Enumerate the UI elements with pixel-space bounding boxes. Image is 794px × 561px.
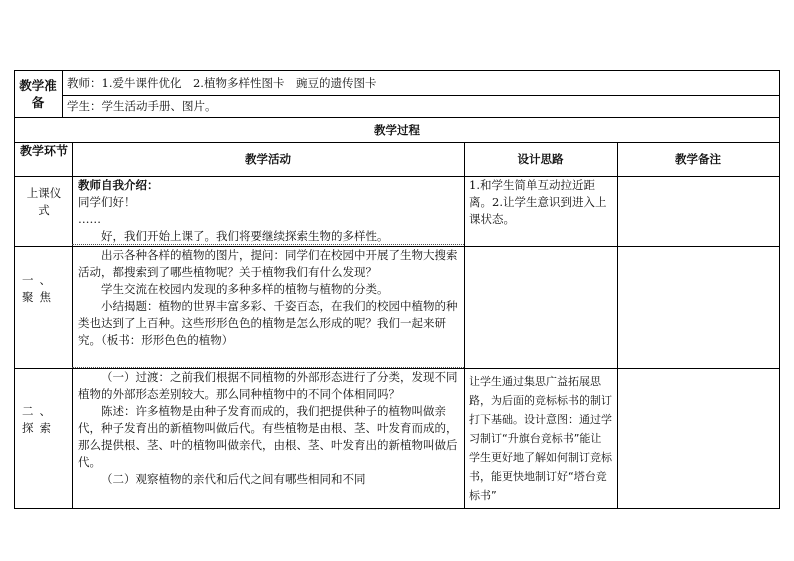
activity-cell — [78, 247, 460, 349]
prep-student: 学生：学生活动手册、图片。 — [67, 99, 217, 113]
header-activity: 教学活动 — [245, 152, 291, 166]
activity-line: …… — [78, 212, 101, 226]
rule-prep-label — [62, 70, 63, 118]
process-title: 教学过程 — [374, 123, 420, 137]
rule-col-stage — [72, 142, 73, 509]
activity-line: （二）观察植物的亲代和后代之间有哪些相同和不同 — [101, 472, 366, 486]
rule-prep-bottom — [14, 117, 780, 118]
rule-col-activity — [464, 142, 465, 509]
header-design: 设计思路 — [517, 152, 564, 166]
dotted-separator — [72, 367, 464, 368]
activity-line: 好，我们开始上课了。我们将要继续探索生物的多样性。 — [101, 229, 389, 243]
header-notes: 教学备注 — [675, 152, 721, 166]
activity-line: 出示各种各样的植物的图片，提问：同学们在校园中开展了生物大搜索活动，都搜索到了哪些植物呢？关于植物我们有什么发现？ — [78, 248, 458, 279]
prep-teacher: 教师：1.爱牛课件优化 2.植物多样性图卡 豌豆的遗传图卡 — [67, 76, 377, 90]
header-stage: 教学环节 — [20, 144, 69, 158]
design-cell: 让学生通过集思广益拓展思路，为后面的竞标标书的制订打下基础。设计意图：通过学习制订“升旗台竞标书”能让学生更好地了解如何制订竞标书，能更快地制订好“塔台竞标书” — [469, 375, 612, 502]
stage-label: 二、探索 — [22, 404, 57, 435]
stage-label: 一、聚焦 — [22, 273, 57, 304]
stage-label: 上课仪式 — [26, 186, 62, 217]
activity-line: （一）过渡：之前我们根据不同植物的外部形态进行了分类，发现不同植物的外部形态差别较大。那么同种植物中的不同个体相同吗？ — [78, 370, 458, 401]
activity-cell — [78, 369, 460, 488]
design-cell: 1.和学生简单互动拉近距离。2.让学生意识到进入上课状态。 — [469, 178, 607, 226]
activity-line: 陈述：许多植物是由种子发育而成的，我们把提供种子的植物叫做亲代，种子发育出的新植物叫做后代。有些植物是由根、茎、叶发育而成的，那么提供根、茎、叶的植物叫做亲代，由根、茎、叶发育出的新植物叫做后代。 — [78, 404, 458, 469]
rule-prep-mid — [62, 95, 780, 96]
activity-line: 小结揭题：植物的世界丰富多彩、千姿百态，在我们的校园中植物的种类也达到了上百种。这些形形色色的植物是怎么形成的呢？我们一起来研究。（板书：形形色色的植物） — [78, 299, 458, 347]
rule-process-title — [14, 142, 780, 143]
activity-line: 同学们好！ — [78, 195, 136, 209]
table-border-top — [14, 70, 780, 71]
activity-line: 学生交流在校园内发现的多种多样的植物与植物的分类。 — [101, 282, 389, 296]
rule-col-design — [617, 142, 618, 509]
prep-label: 教学准备 — [19, 78, 57, 110]
table-border-bottom — [14, 508, 780, 509]
activity-cell — [78, 177, 460, 245]
activity-line: 教师自我介绍： — [78, 178, 159, 192]
